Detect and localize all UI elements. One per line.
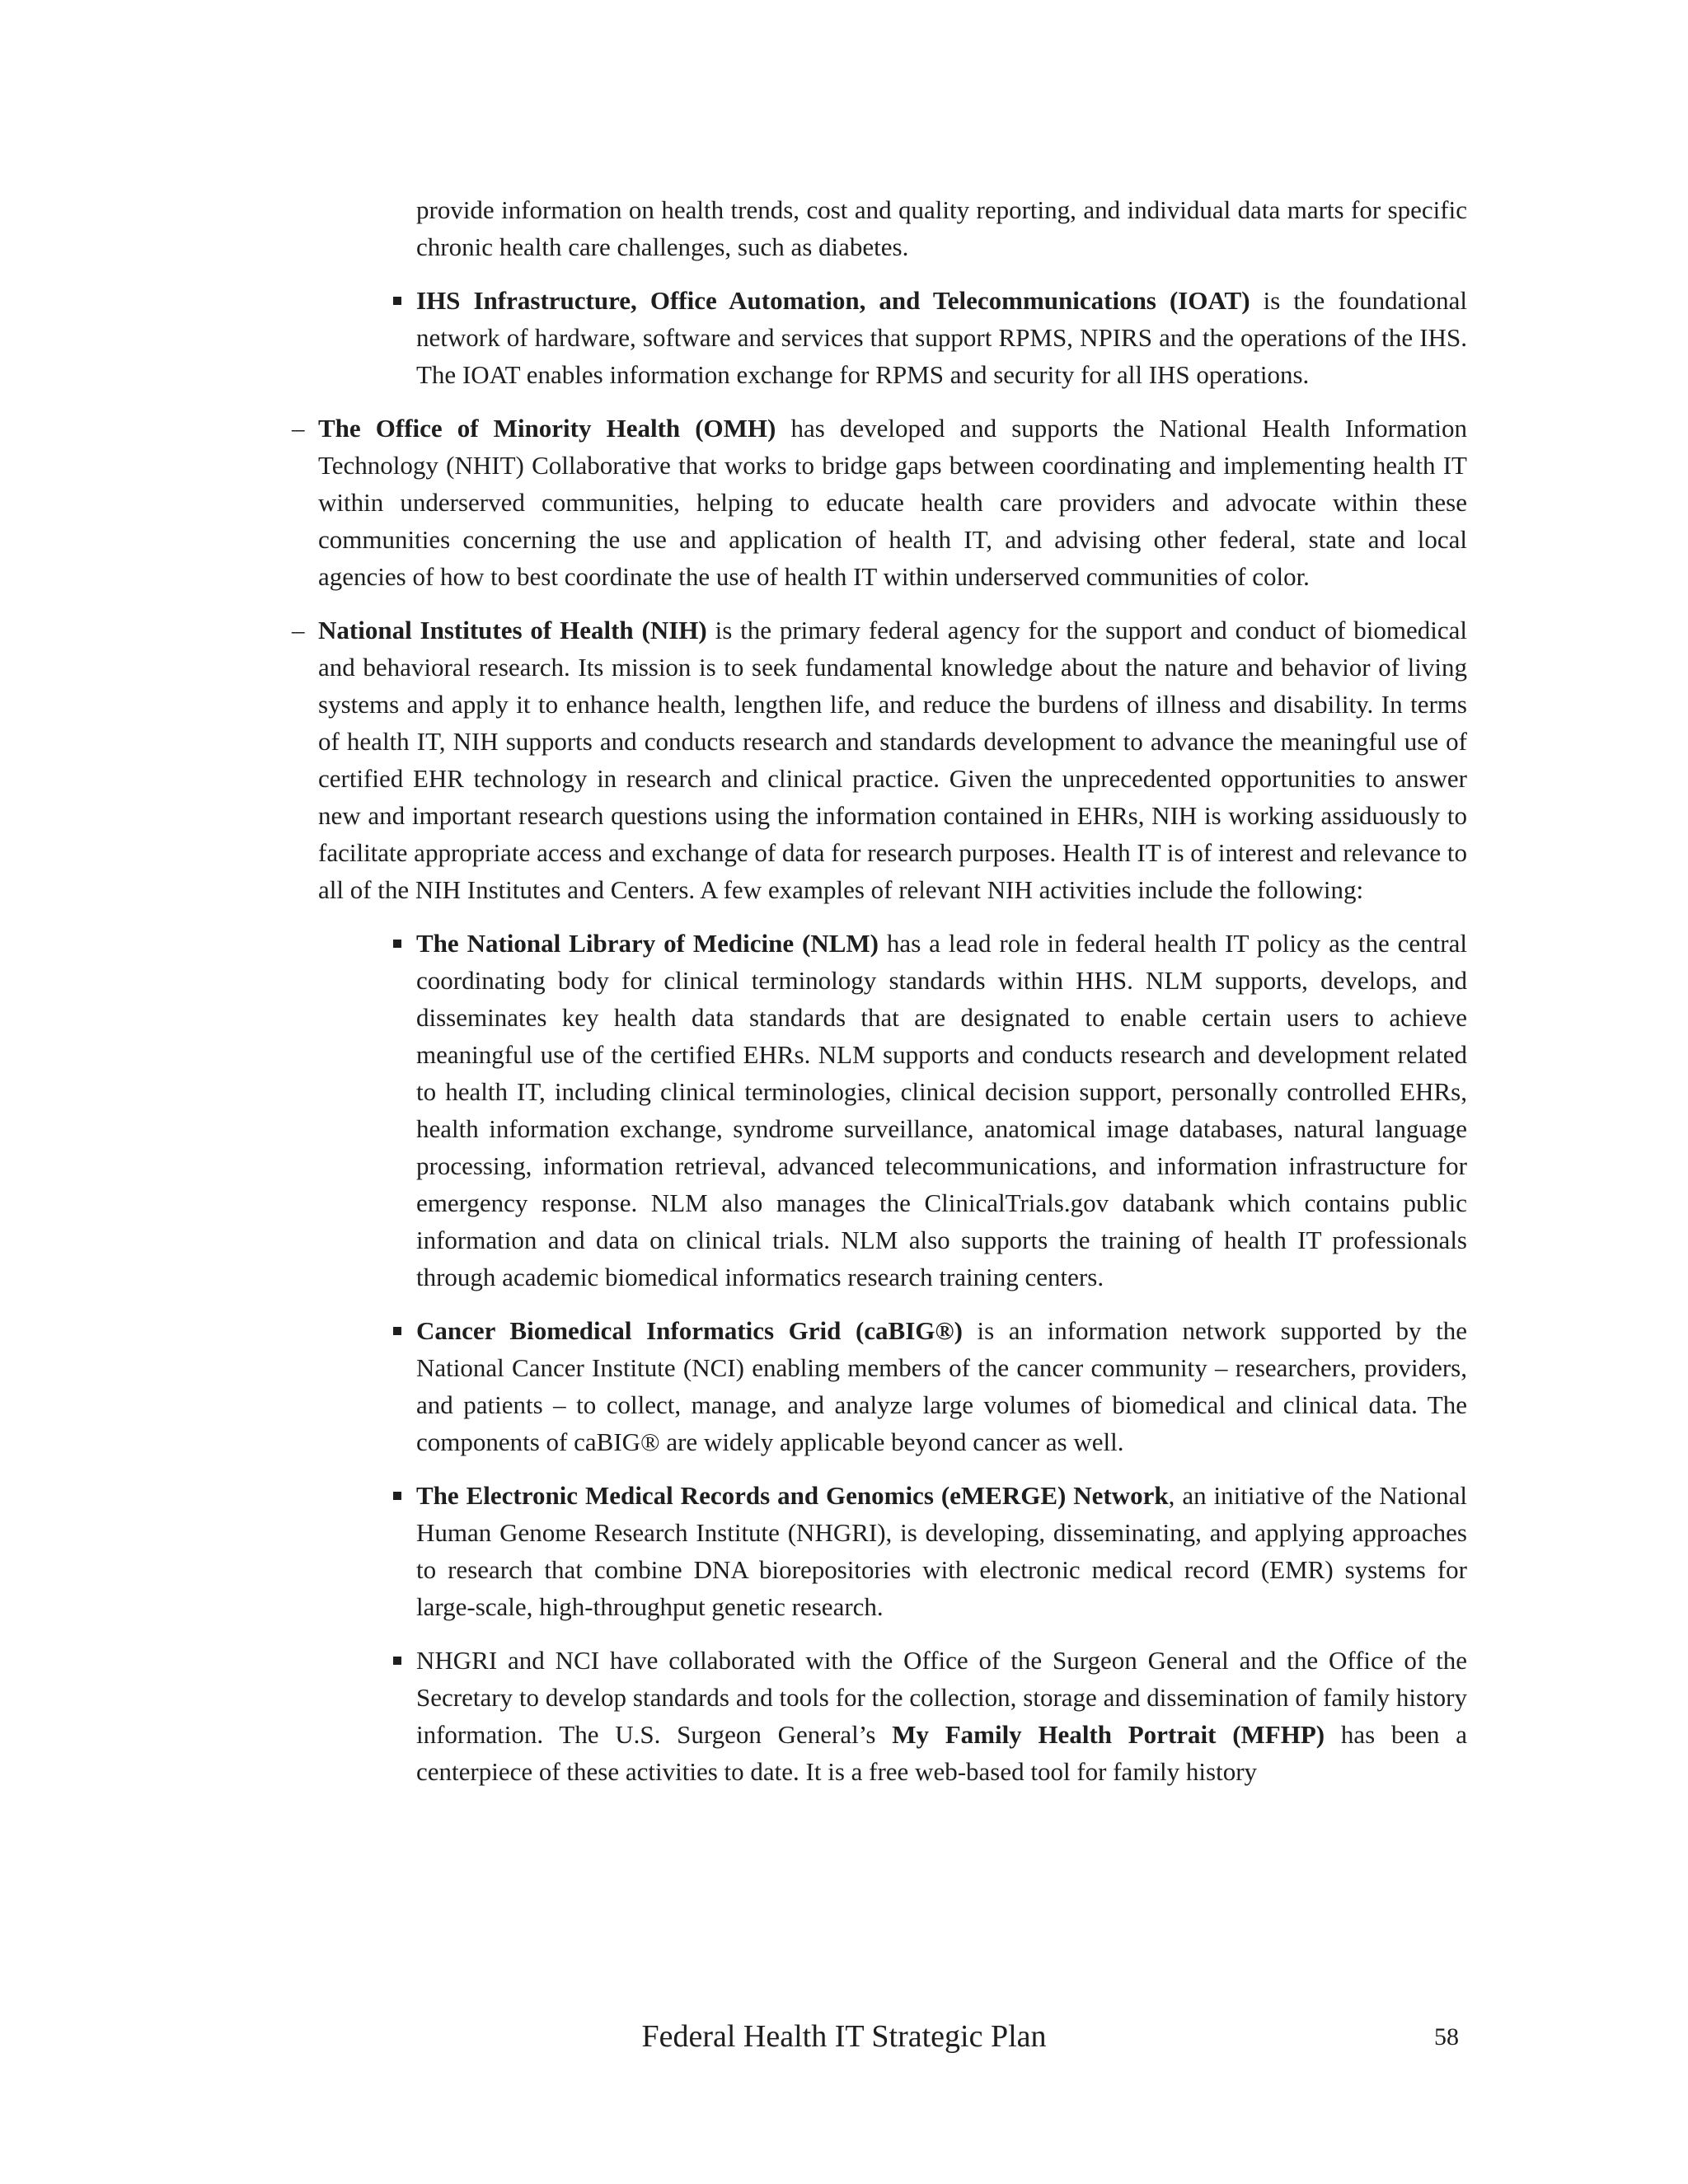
dash-item-nih (292, 612, 1467, 908)
footer-title: Federal Health IT Strategic Plan (641, 2019, 1047, 2054)
mfhp-heading: My Family Health Portrait (MFHP) (892, 1720, 1325, 1749)
square-bullet-icon (393, 1657, 401, 1665)
square-bullet-icon (393, 297, 401, 305)
nhgri-text-after: has been a centerpiece of these activities to date. It is a free web-based tool for family history (416, 1720, 1467, 1786)
dash-bullet-icon: – (292, 616, 305, 644)
dash-bullet-icon: – (292, 414, 305, 443)
bullet-item-nlm (416, 925, 1467, 1296)
bullet-item-ioat (416, 282, 1467, 393)
emerge-paragraph (416, 1477, 1467, 1625)
nih-text: is the primary federal agency for the support and conduct of biomedical and behavioral research. Its mission is to seek fundamental knowledge about the nature and behavior of living systems and apply it to enhance health, lengthen life, and reduce the burdens of illness and disability. In terms of health IT, NIH supports and conducts research and standards development to advance the meaningful use of certified EHR technology in research and clinical practice. Given the unprecedented opportunities to answer new and important research questions using the information contained in EHRs, NIH is working assiduously to facilitate appropriate access and exchange of data for research purposes. Health IT is of interest and relevance to all of the NIH Institutes and Centers. A few examples of relevant NIH activities include the following: (318, 616, 1467, 904)
bullet-item-nhgri (416, 1642, 1467, 1790)
square-bullet-icon (393, 1327, 401, 1335)
ioat-text: is the foundational network of hardware, software and services that support RPMS, NPIRS and the operations of the IHS. The IOAT enables information exchange for RPMS and security for all IHS operations. (416, 286, 1468, 389)
cabig-heading: Cancer Biomedical Informatics Grid (caBIG®) (416, 1316, 963, 1345)
page-number: 58 (1434, 2023, 1459, 2050)
bullet-item-emerge (416, 1477, 1467, 1625)
cabig-text: is an information network supported by the National Cancer Institute (NCI) enabling members of the cancer community – researchers, providers, and patients – to collect, manage, and analyze large volumes of biomedical and clinical data. The components of caBIG® are widely applicable beyond cancer as well. (416, 1316, 1467, 1456)
emerge-text: , an initiative of the National Human Genome Research Institute (NHGRI), is developing, disseminating, and applying approaches to research that combine DNA biorepositories with electronic medical record (EMR) systems for large-scale, high-throughput genetic research. (416, 1481, 1467, 1621)
continuation-paragraph (416, 191, 1467, 265)
omh-paragraph (318, 410, 1467, 595)
square-bullet-icon (393, 940, 401, 948)
nih-paragraph (318, 612, 1467, 908)
ioat-heading: IHS Infrastructure, Office Automation, and Telecommunications (IOAT) (416, 286, 1250, 315)
cabig-paragraph (416, 1312, 1467, 1460)
emerge-heading: The Electronic Medical Records and Genomics (eMERGE) Network (416, 1481, 1169, 1510)
square-bullet-icon (393, 1492, 401, 1500)
nlm-heading: The National Library of Medicine (NLM) (416, 929, 879, 958)
bullet-item-cabig (416, 1312, 1467, 1460)
dash-item-omh (292, 410, 1467, 595)
continuation-text: provide information on health trends, cost and quality reporting, and individual data marts for specific chronic health care challenges, such as diabetes. (416, 195, 1467, 261)
nhgri-paragraph (416, 1642, 1467, 1790)
omh-text: has developed and supports the National Health Information Technology (NHIT) Collaborative that works to bridge gaps between coordinating and implementing health IT within underserved communities, helping to educate health care providers and advocate within these communities concerning the use and application of health IT, and advising other federal, state and local agencies of how to best coordinate the use of health IT within underserved communities of color. (318, 414, 1467, 591)
nhgri-text-before: NHGRI and NCI have collaborated with the Office of the Surgeon General and the Office of the Secretary to develop standards and tools for the collection, storage and dissemination of family history information. The U.S. Surgeon General’s (416, 1646, 1467, 1749)
ioat-paragraph (416, 282, 1467, 393)
nih-heading: National Institutes of Health (NIH) (318, 616, 707, 644)
omh-heading: The Office of Minority Health (OMH) (318, 414, 776, 443)
nlm-text: has a lead role in federal health IT policy as the central coordinating body for clinical terminology standards within HHS. NLM supports, develops, and disseminates key health data standards that are designated to enable certain users to achieve meaningful use of the certified EHRs. NLM supports and conducts research and development related to health IT, including clinical terminologies, clinical decision support, personally controlled EHRs, health information exchange, syndrome surveillance, anatomical image databases, natural language processing, information retrieval, advanced telecommunications, and information infrastructure for emergency response. NLM also manages the ClinicalTrials.gov databank which contains public information and data on clinical trials. NLM also supports the training of health IT professionals through academic biomedical informatics research training centers. (416, 929, 1467, 1291)
page-body (0, 191, 1688, 1790)
nlm-paragraph (416, 925, 1467, 1296)
